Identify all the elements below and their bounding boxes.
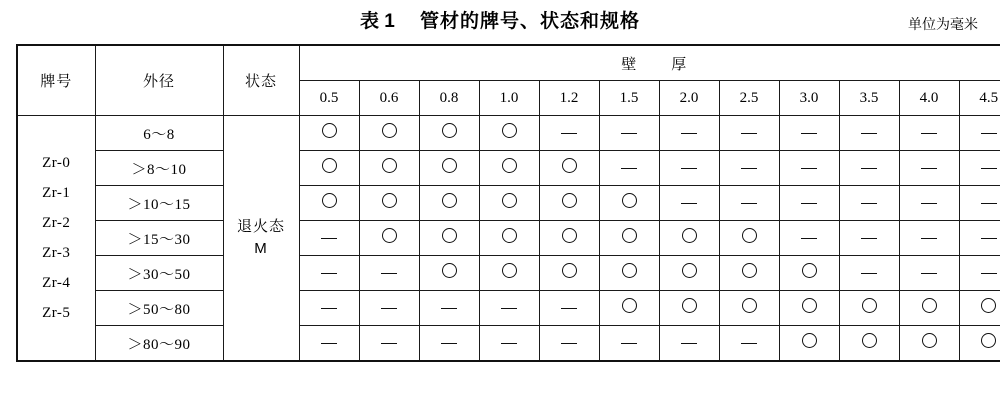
available-icon: [742, 298, 757, 313]
table-header: [17, 45, 1000, 116]
not-available-icon: [861, 203, 877, 204]
mark-cell: [899, 116, 959, 151]
mark-cell: [659, 221, 719, 256]
available-icon: [682, 298, 697, 313]
mark-cell: [779, 256, 839, 291]
mark-cell: [839, 186, 899, 221]
mark-cell: [599, 116, 659, 151]
mark-cell: [719, 116, 779, 151]
mark-cell: [719, 186, 779, 221]
available-icon: [502, 193, 517, 208]
not-available-icon: [801, 203, 817, 204]
available-icon: [802, 333, 817, 348]
mark-cell: [599, 186, 659, 221]
outer-diameter-value: ＞8～10: [95, 151, 223, 186]
mark-cell: [899, 151, 959, 186]
mark-cell: [419, 221, 479, 256]
mark-cell: [659, 256, 719, 291]
mark-cell: [899, 186, 959, 221]
header-thickness-11: 4.5: [959, 81, 1000, 116]
available-icon: [922, 298, 937, 313]
mark-cell: [599, 291, 659, 326]
mark-cell: [479, 256, 539, 291]
mark-cell: [839, 116, 899, 151]
mark-cell: [959, 116, 1000, 151]
available-icon: [322, 158, 337, 173]
not-available-icon: [801, 168, 817, 169]
available-icon: [742, 228, 757, 243]
table-row: [17, 116, 1000, 151]
mark-cell: [899, 291, 959, 326]
mark-cell: [779, 186, 839, 221]
not-available-icon: [921, 203, 937, 204]
available-icon: [622, 298, 637, 313]
mark-cell: [839, 326, 899, 362]
mark-cell: [659, 151, 719, 186]
available-icon: [382, 193, 397, 208]
mark-cell: [359, 291, 419, 326]
unit-note: 单位为毫米: [908, 16, 978, 32]
outer-diameter-value: ＞30～50: [95, 256, 223, 291]
mark-cell: [719, 256, 779, 291]
mark-cell: [839, 221, 899, 256]
available-icon: [442, 123, 457, 138]
mark-cell: [299, 291, 359, 326]
table-title: [0, 6, 1000, 33]
available-icon: [562, 193, 577, 208]
not-available-icon: [741, 133, 757, 134]
mark-cell: [419, 151, 479, 186]
available-icon: [862, 333, 877, 348]
mark-cell: [659, 326, 719, 362]
outer-diameter-value: ＞15～30: [95, 221, 223, 256]
grade-item-2: Zr-2: [42, 215, 71, 231]
not-available-icon: [741, 203, 757, 204]
available-icon: [442, 193, 457, 208]
mark-cell: [599, 326, 659, 362]
mark-cell: [779, 221, 839, 256]
mark-cell: [659, 186, 719, 221]
not-available-icon: [741, 343, 757, 344]
header-thickness-2: 0.8: [419, 81, 479, 116]
header-thickness-5: 1.5: [599, 81, 659, 116]
mark-cell: [479, 151, 539, 186]
mark-cell: [899, 221, 959, 256]
mark-cell: [299, 326, 359, 362]
not-available-icon: [981, 238, 997, 239]
available-icon: [382, 158, 397, 173]
table-title-text: 管材的牌号、状态和规格: [419, 11, 640, 32]
not-available-icon: [381, 343, 397, 344]
available-icon: [502, 228, 517, 243]
header-thickness-4: 1.2: [539, 81, 599, 116]
not-available-icon: [861, 273, 877, 274]
mark-cell: [779, 116, 839, 151]
header-state: 状态: [223, 45, 299, 116]
mark-cell: [959, 186, 1000, 221]
header-wall-thickness: 壁 厚: [299, 45, 1000, 81]
not-available-icon: [681, 133, 697, 134]
not-available-icon: [921, 168, 937, 169]
not-available-icon: [321, 273, 337, 274]
available-icon: [442, 158, 457, 173]
header-thickness-1: 0.6: [359, 81, 419, 116]
mark-cell: [779, 291, 839, 326]
available-icon: [862, 298, 877, 313]
mark-cell: [479, 116, 539, 151]
available-icon: [322, 123, 337, 138]
available-icon: [622, 228, 637, 243]
mark-cell: [599, 221, 659, 256]
mark-cell: [479, 326, 539, 362]
mark-cell: [539, 186, 599, 221]
available-icon: [981, 298, 996, 313]
table-row: [17, 326, 1000, 362]
available-icon: [502, 263, 517, 278]
mark-cell: [299, 221, 359, 256]
grade-item-4: Zr-4: [42, 275, 71, 291]
not-available-icon: [561, 343, 577, 344]
mark-cell: [539, 221, 599, 256]
available-icon: [382, 228, 397, 243]
table-row: [17, 221, 1000, 256]
mark-cell: [899, 326, 959, 362]
not-available-icon: [921, 133, 937, 134]
state-value-line2: M: [254, 240, 268, 257]
outer-diameter-value: ＞80～90: [95, 326, 223, 362]
table-row: [17, 186, 1000, 221]
mark-cell: [479, 186, 539, 221]
not-available-icon: [981, 273, 997, 274]
mark-cell: [719, 151, 779, 186]
header-thickness-7: 2.5: [719, 81, 779, 116]
table-header-row-1: [17, 45, 1000, 81]
outer-diameter-value: ＞10～15: [95, 186, 223, 221]
mark-cell: [599, 256, 659, 291]
mark-cell: [899, 256, 959, 291]
available-icon: [442, 228, 457, 243]
table-title-number: 表 1: [360, 11, 395, 32]
mark-cell: [299, 151, 359, 186]
not-available-icon: [861, 168, 877, 169]
mark-cell: [299, 256, 359, 291]
not-available-icon: [621, 343, 637, 344]
available-icon: [502, 158, 517, 173]
header-thickness-3: 1.0: [479, 81, 539, 116]
mark-cell: [539, 291, 599, 326]
available-icon: [382, 123, 397, 138]
mark-cell: [359, 256, 419, 291]
mark-cell: [359, 151, 419, 186]
not-available-icon: [981, 203, 997, 204]
not-available-icon: [381, 273, 397, 274]
not-available-icon: [321, 238, 337, 239]
not-available-icon: [801, 133, 817, 134]
available-icon: [562, 263, 577, 278]
not-available-icon: [621, 133, 637, 134]
header-outer-diameter: 外径: [95, 45, 223, 116]
grade-item-3: Zr-3: [42, 245, 71, 261]
available-icon: [622, 263, 637, 278]
not-available-icon: [561, 308, 577, 309]
mark-cell: [539, 256, 599, 291]
not-available-icon: [321, 308, 337, 309]
mark-cell: [419, 256, 479, 291]
available-icon: [682, 228, 697, 243]
available-icon: [322, 193, 337, 208]
available-icon: [622, 193, 637, 208]
mark-cell: [839, 256, 899, 291]
available-icon: [442, 263, 457, 278]
header-thickness-10: 4.0: [899, 81, 959, 116]
available-icon: [742, 263, 757, 278]
grade-item-1: Zr-1: [42, 185, 71, 201]
mark-cell: [779, 151, 839, 186]
mark-cell: [659, 291, 719, 326]
grade-list-cell: [17, 116, 95, 362]
mark-cell: [419, 116, 479, 151]
not-available-icon: [381, 308, 397, 309]
not-available-icon: [861, 238, 877, 239]
available-icon: [562, 228, 577, 243]
mark-cell: [959, 326, 1000, 362]
grade-list: [18, 146, 95, 330]
not-available-icon: [561, 133, 577, 134]
not-available-icon: [981, 168, 997, 169]
outer-diameter-value: ＞50～80: [95, 291, 223, 326]
available-icon: [802, 298, 817, 313]
available-icon: [682, 263, 697, 278]
not-available-icon: [681, 203, 697, 204]
available-icon: [922, 333, 937, 348]
not-available-icon: [441, 308, 457, 309]
state-value-line1: 退火态: [236, 217, 285, 235]
mark-cell: [419, 291, 479, 326]
header-thickness-9: 3.5: [839, 81, 899, 116]
header-grade: 牌号: [17, 45, 95, 116]
not-available-icon: [621, 168, 637, 169]
mark-cell: [959, 151, 1000, 186]
not-available-icon: [321, 343, 337, 344]
mark-cell: [539, 151, 599, 186]
mark-cell: [359, 326, 419, 362]
mark-cell: [299, 116, 359, 151]
available-icon: [802, 263, 817, 278]
mark-cell: [419, 186, 479, 221]
mark-cell: [599, 151, 659, 186]
not-available-icon: [501, 343, 517, 344]
mark-cell: [839, 291, 899, 326]
mark-cell: [419, 326, 479, 362]
header-thickness-0: 0.5: [299, 81, 359, 116]
mark-cell: [719, 326, 779, 362]
mark-cell: [479, 291, 539, 326]
not-available-icon: [741, 168, 757, 169]
table-row: [17, 151, 1000, 186]
mark-cell: [959, 291, 1000, 326]
mark-cell: [359, 221, 419, 256]
not-available-icon: [441, 343, 457, 344]
mark-cell: [359, 116, 419, 151]
grade-item-5: Zr-5: [42, 305, 71, 321]
mark-cell: [779, 326, 839, 362]
mark-cell: [959, 256, 1000, 291]
mark-cell: [959, 221, 1000, 256]
mark-cell: [719, 291, 779, 326]
available-icon: [562, 158, 577, 173]
not-available-icon: [921, 238, 937, 239]
not-available-icon: [861, 133, 877, 134]
not-available-icon: [981, 133, 997, 134]
table-body: [17, 116, 1000, 362]
not-available-icon: [801, 238, 817, 239]
outer-diameter-value: 6～8: [95, 116, 223, 151]
mark-cell: [479, 221, 539, 256]
mark-cell: [539, 326, 599, 362]
header-thickness-8: 3.0: [779, 81, 839, 116]
mark-cell: [359, 186, 419, 221]
mark-cell: [839, 151, 899, 186]
specification-table: [16, 44, 1000, 362]
mark-cell: [299, 186, 359, 221]
mark-cell: [539, 116, 599, 151]
header-thickness-6: 2.0: [659, 81, 719, 116]
mark-cell: [719, 221, 779, 256]
state-value-cell: [223, 116, 299, 362]
table-row: [17, 256, 1000, 291]
not-available-icon: [921, 273, 937, 274]
available-icon: [981, 333, 996, 348]
not-available-icon: [681, 343, 697, 344]
mark-cell: [659, 116, 719, 151]
table-row: [17, 291, 1000, 326]
available-icon: [502, 123, 517, 138]
not-available-icon: [501, 308, 517, 309]
not-available-icon: [681, 168, 697, 169]
grade-item-0: Zr-0: [42, 155, 71, 171]
